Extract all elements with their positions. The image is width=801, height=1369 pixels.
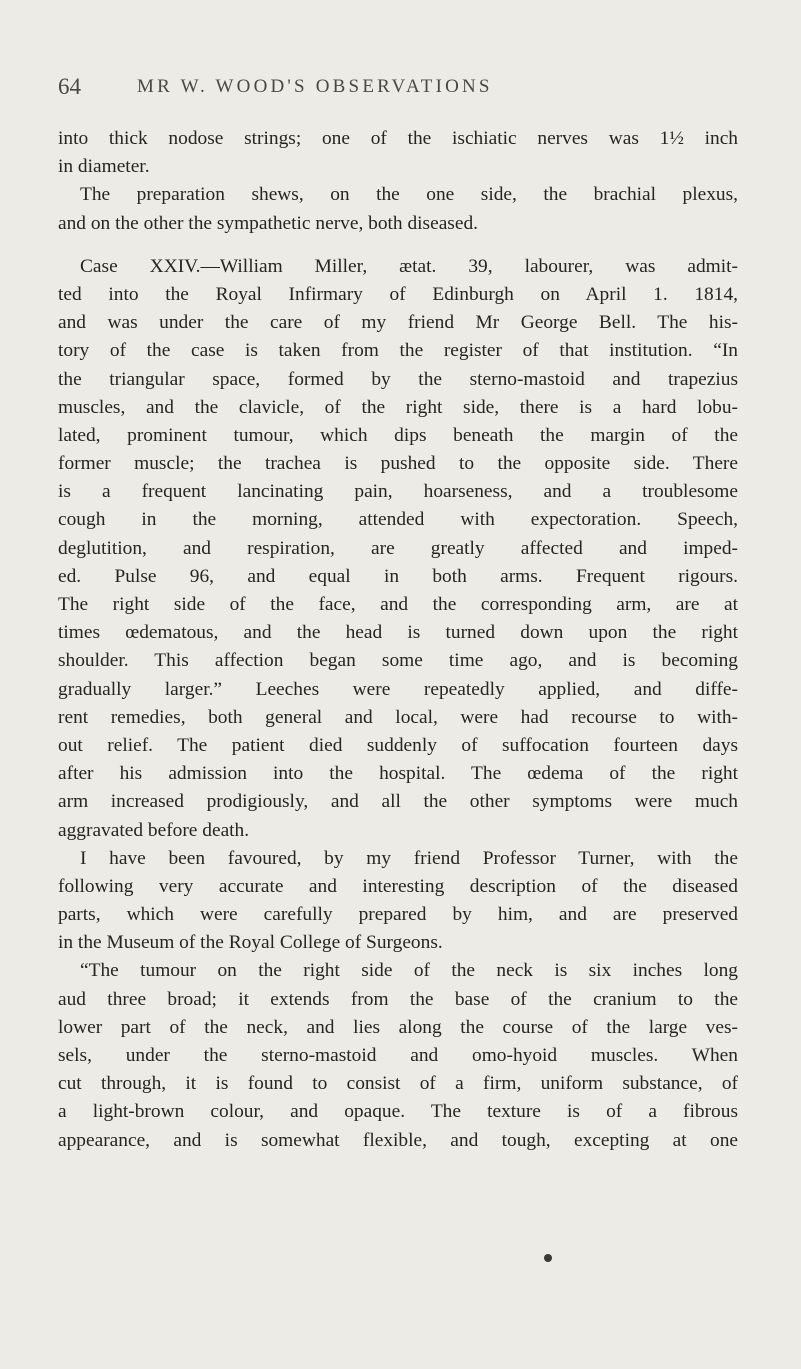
text-line: tory of the case is taken from the register of that institution. “In (58, 340, 738, 362)
text-line: after his admission into the hospital. The œdema of the right (58, 763, 738, 785)
text-line: shoulder. This affection began some time ago, and is becoming (58, 650, 738, 672)
text-line: I have been favoured, by my friend Professor Turner, with the (80, 847, 738, 869)
paragraph-case-xxiv (58, 253, 738, 845)
text-line: gradually larger.” Leeches were repeatedly applied, and diffe- (58, 678, 738, 700)
paragraph-preparation (58, 181, 738, 237)
text-line: the triangular space, formed by the sterno-mastoid and trapezius (58, 368, 738, 390)
text-line: The preparation shews, on the one side, the brachial plexus, (80, 184, 738, 206)
running-head: MR W. WOOD'S OBSERVATIONS (137, 76, 493, 97)
page-header (58, 74, 678, 108)
text-line: following very accurate and interesting description of the diseased (58, 875, 738, 897)
text-line: in diameter. (58, 156, 150, 178)
paragraph-professor-turner (58, 845, 738, 958)
text-line: ed. Pulse 96, and equal in both arms. Frequent rigours. (58, 565, 738, 587)
text-line: times œdematous, and the head is turned down upon the right (58, 622, 738, 644)
text-line: ted into the Royal Infirmary of Edinburgh on April 1. 1814, (58, 283, 738, 305)
ink-dot-mark (544, 1254, 552, 1262)
text-line: lower part of the neck, and lies along the course of the large ves- (58, 1016, 738, 1038)
text-line: sels, under the sterno-mastoid and omo-hyoid muscles. When (58, 1045, 738, 1066)
case-heading-line: Case XXIV.—William Miller, ætat. 39, labourer, was admit- (80, 255, 738, 277)
section-gap (58, 238, 738, 253)
body-text (58, 125, 738, 1155)
text-line: The right side of the face, and the corresponding arm, are at (58, 594, 738, 615)
text-line: cough in the morning, attended with expectoration. Speech, (58, 509, 738, 531)
text-line: appearance, and is somewhat flexible, and tough, excepting at one (58, 1129, 738, 1151)
text-line: parts, which were carefully prepared by him, and are preserved (58, 904, 738, 926)
text-line: into thick nodose strings; one of the ischiatic nerves was 1½ inch (58, 128, 738, 149)
text-line: and was under the care of my friend Mr George Bell. The his- (58, 312, 738, 334)
text-line: “The tumour on the right side of the neck is six inches long (80, 960, 738, 982)
text-line: muscles, and the clavicle, of the right side, there is a hard lobu- (58, 396, 738, 418)
text-line: rent remedies, both general and local, were had recourse to with- (58, 706, 738, 728)
paragraph-tumour-description (58, 957, 738, 1154)
text-line: in the Museum of the Royal College of Surgeons. (58, 932, 443, 954)
text-line: cut through, it is found to consist of a firm, uniform substance, of (58, 1073, 738, 1095)
page-number: 64 (58, 74, 81, 99)
text-line: and on the other the sympathetic nerve, both diseased. (58, 212, 479, 234)
text-line: lated, prominent tumour, which dips beneath the margin of the (58, 424, 738, 446)
text-line: out relief. The patient died suddenly of suffocation fourteen days (58, 734, 738, 756)
paragraph-continuation (58, 125, 738, 181)
text-line: a light-brown colour, and opaque. The texture is of a fibrous (58, 1101, 738, 1123)
text-line: aud three broad; it extends from the base of the cranium to the (58, 988, 738, 1010)
text-line: deglutition, and respiration, are greatly affected and imped- (58, 537, 738, 559)
text-line: former muscle; the trachea is pushed to the opposite side. There (58, 453, 738, 475)
text-line: aggravated before death. (58, 819, 250, 841)
text-line: is a frequent lancinating pain, hoarseness, and a troublesome (58, 481, 738, 503)
text-line: arm increased prodigiously, and all the other symptoms were much (58, 791, 738, 813)
